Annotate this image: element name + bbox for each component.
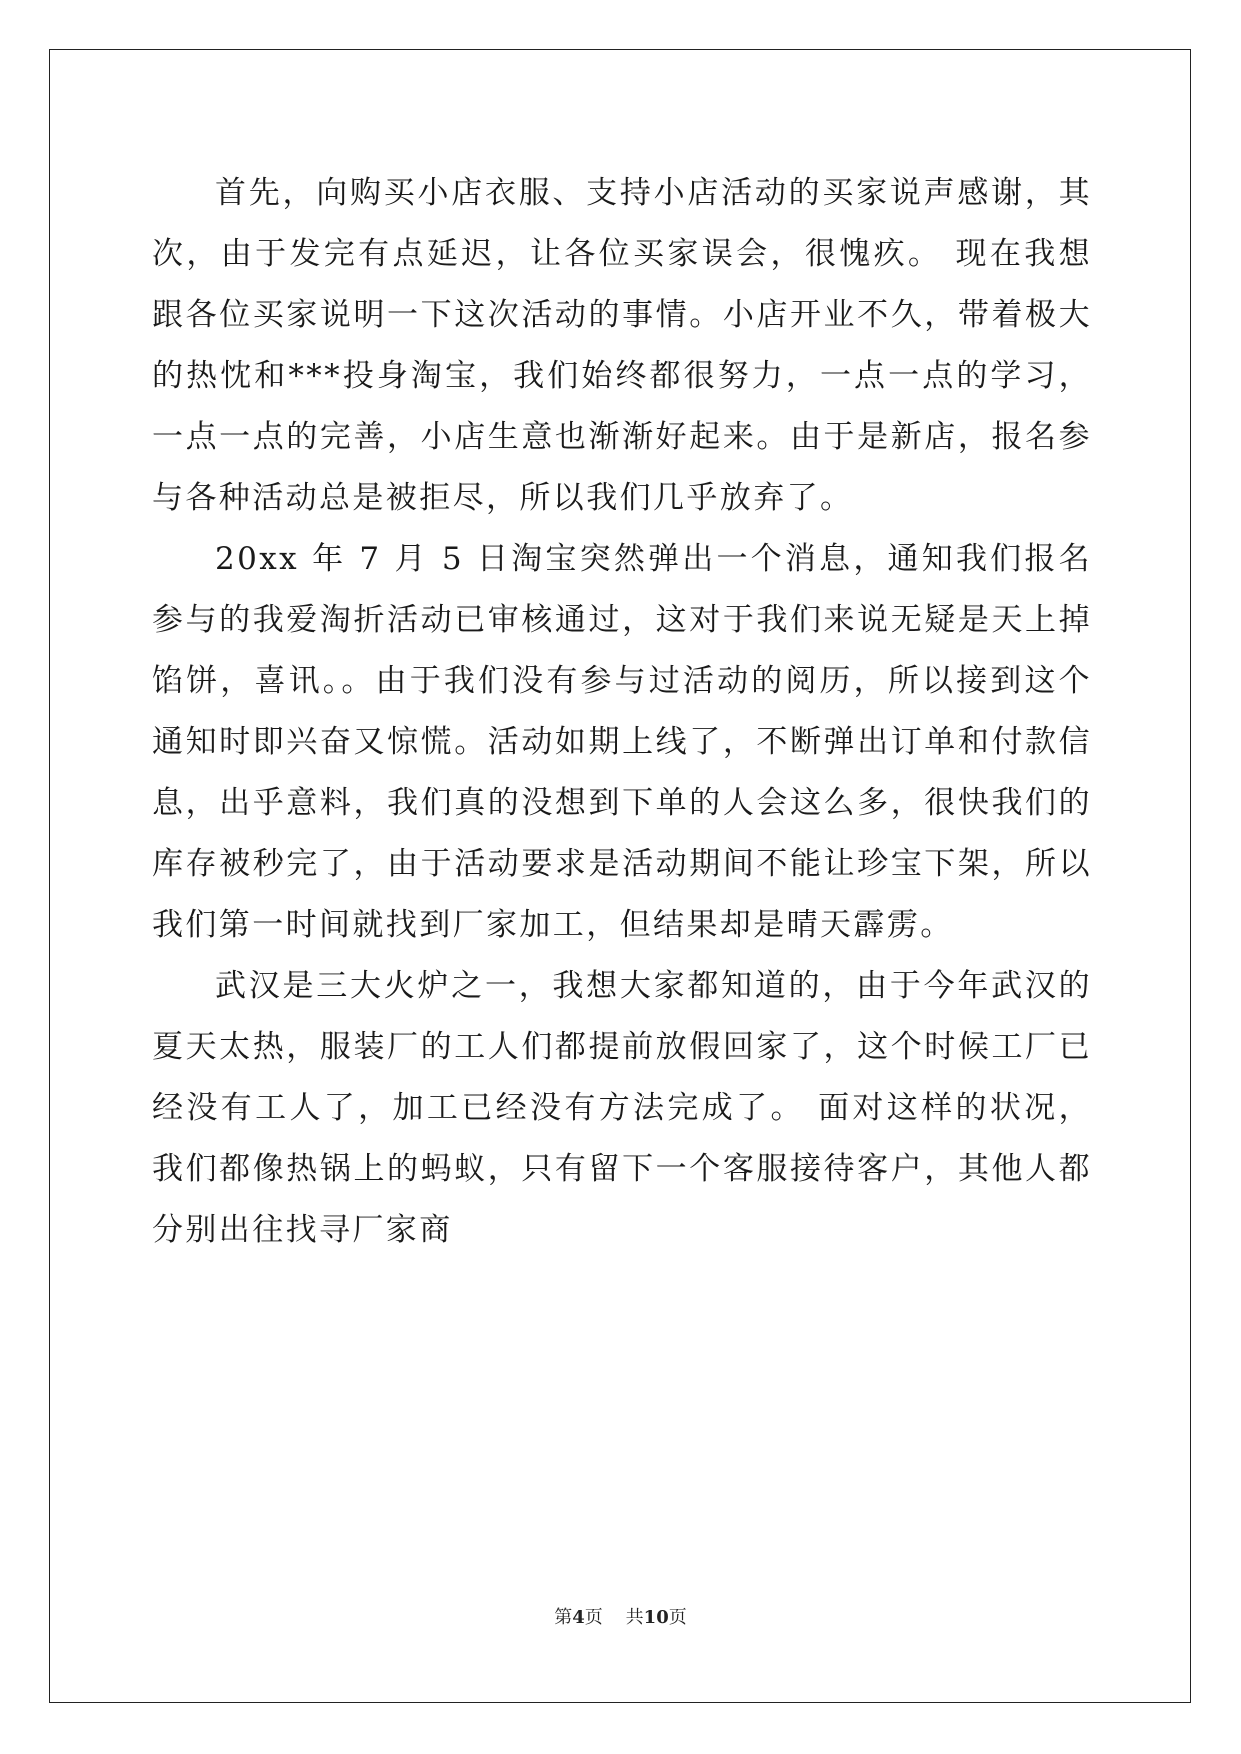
total-prefix: 共 (625, 1607, 644, 1628)
page-prefix: 第 (554, 1607, 573, 1628)
total-suffix: 页 (668, 1607, 687, 1628)
page-number: 4 (572, 1607, 585, 1628)
total-pages: 10 (643, 1607, 669, 1628)
paragraph: 武汉是三大火炉之一，我想大家都知道的，由于今年武汉的夏天太热，服装厂的工人们都提前放假回家了，这个时候工厂已经没有工人了，加工已经没有方法完成了。 面对这样的状况，我们都像热锅上的蚂蚁，只有留下一个客服接待客户，其他人都分别出往找寻厂家商 (152, 968, 1092, 1248)
page-suffix: 页 (584, 1607, 603, 1628)
paragraph: 首先，向购买小店衣服、支持小店活动的买家说声感谢，其次，由于发完有点延迟，让各位买家误会，很愧疚。 现在我想跟各位买家说明一下这次活动的事情。小店开业不久，带着极大的热忱和***投身淘宝，我们始终都很努力，一点一点的学习，一点一点的完善，小店生意也渐渐好起来。由于是新店，报名参与各种活动总是被拒尽，所以我们几乎放弃了。 (152, 175, 1092, 516)
paragraph: 20xx 年 7 月 5 日淘宝突然弹出一个消息，通知我们报名参与的我爱淘折活动已审核通过，这对于我们来说无疑是天上掉馅饼，喜讯。。由于我们没有参与过活动的阅历，所以接到这个通知时即兴奋又惊慌。活动如期上线了，不断弹出订单和付款信息，出乎意料，我们真的没想到下单的人会这么多，很快我们的库存被秒完了，由于活动要求是活动期间不能让珍宝下架，所以我们第一时间就找到厂家加工，但结果却是晴天霹雳。 (152, 541, 1092, 943)
document-body (152, 163, 1092, 1261)
page-footer (0, 1603, 1241, 1629)
